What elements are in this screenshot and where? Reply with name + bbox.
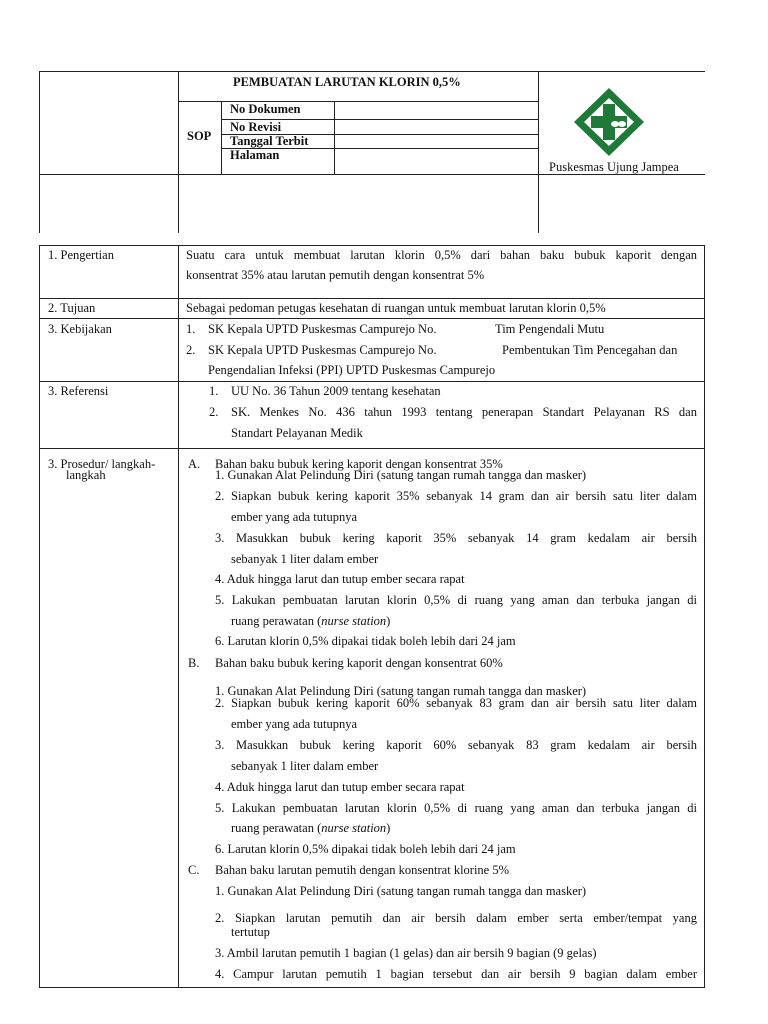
section-c-step-2: 2. Siapkan larutan pemutih dan air bersih dalam ember serta ember/tempat yang xyxy=(215,911,697,925)
label-prosedur-continued: langkah xyxy=(66,468,106,482)
section-b-step-2: 2. Siapkan bubuk kering kaporit 60% sebanyak 83 gram dan air bersih satu liter dalam xyxy=(215,696,697,710)
kebijakan-item2-continued: Pengendalian Infeksi (PPI) UPTD Puskesmas Campurejo xyxy=(208,363,496,377)
section-b-step-3: 3. Masukkan bubuk kering kaporit 60% sebanyak 83 gram kedalam air bersih xyxy=(215,738,697,752)
doc-field-no-revisi: No Revisi xyxy=(230,120,282,134)
section-b-title: Bahan baku bubuk kering kaporit dengan konsentrat 60% xyxy=(215,656,503,670)
section-a-step-1: 1. Gunakan Alat Pelindung Diri (satung tangan rumah tangga dan masker) xyxy=(215,468,587,482)
kebijakan-item1-text: SK Kepala UPTD Puskesmas Campurejo No. xyxy=(208,322,437,336)
puskesmas-logo-icon xyxy=(572,86,646,158)
section-a-step-2-continued: ember yang ada tutupnya xyxy=(231,510,357,524)
document-title: PEMBUATAN LARUTAN KLORIN 0,5% xyxy=(233,75,461,89)
label-tujuan: 2. Tujuan xyxy=(48,301,96,315)
section-c-step-3: 3. Ambil larutan pemutih 1 bagian (1 gelas) dan air bersih 9 bagian (9 gelas) xyxy=(215,946,597,960)
section-c-step-4: 4. Campur larutan pemutih 1 bagian tersebut dan air bersih 9 bagian dalam ember xyxy=(215,967,697,981)
pengertian-line-1: Suatu cara untuk membuat larutan klorin 0,5% dari bahan baku bubuk kaporit dengan xyxy=(186,248,697,262)
section-c-letter: C. xyxy=(188,863,200,877)
section-a-step-2: 2. Siapkan bubuk kering kaporit 35% sebanyak 14 gram dan air bersih satu liter dalam xyxy=(215,489,697,503)
section-a-step-5-continued: ruang perawatan (nurse station) xyxy=(231,614,391,628)
doc-field-halaman: Halaman xyxy=(230,148,280,162)
referensi-item1-number: 1. xyxy=(209,384,219,398)
label-kebijakan: 3. Kebijakan xyxy=(48,322,112,336)
section-a-step-4: 4. Aduk hingga larut dan tutup ember secara rapat xyxy=(215,572,465,586)
label-pengertian: 1. Pengertian xyxy=(48,248,114,262)
referensi-item1-text: UU No. 36 Tahun 2009 tentang kesehatan xyxy=(231,384,441,398)
section-b-step-6: 6. Larutan klorin 0,5% dipakai tidak boleh lebih dari 24 jam xyxy=(215,842,516,856)
label-referensi: 3. Referensi xyxy=(48,384,109,398)
section-c-title: Bahan baku larutan pemutih dengan konsentrat klorine 5% xyxy=(215,863,510,877)
section-a-step-6: 6. Larutan klorin 0,5% dipakai tidak boleh lebih dari 24 jam xyxy=(215,634,516,648)
referensi-item2-text: SK. Menkes No. 436 tahun 1993 tentang penerapan Standart Pelayanan RS dan xyxy=(231,405,697,419)
section-b-step-3-continued: sebanyak 1 liter dalam ember xyxy=(231,759,379,773)
section-b-step-5-continued: ruang perawatan (nurse station) xyxy=(231,821,391,835)
sop-label: SOP xyxy=(187,129,212,143)
section-b-step-2-continued: ember yang ada tutupnya xyxy=(231,717,357,731)
referensi-item2-continued: Standart Pelayanan Medik xyxy=(231,426,363,440)
organization-name: Puskesmas Ujung Jampea xyxy=(549,160,679,174)
section-c-step-2-continued: tertutup xyxy=(231,925,270,939)
section-b-step-5: 5. Lakukan pembuatan larutan klorin 0,5% di ruang yang aman dan terbuka jangan di xyxy=(215,801,697,815)
section-a-step-3-continued: sebanyak 1 liter dalam ember xyxy=(231,552,379,566)
doc-field-tanggal-terbit: Tanggal Terbit xyxy=(230,134,309,148)
doc-field-no-dokumen: No Dokumen xyxy=(230,102,301,116)
section-a-step-3: 3. Masukkan bubuk kering kaporit 35% sebanyak 14 gram kedalam air bersih xyxy=(215,531,697,545)
tujuan-text: Sebagai pedoman petugas kesehatan di ruangan untuk membuat larutan klorin 0,5% xyxy=(186,301,606,315)
pengertian-line-2: konsentrat 35% atau larutan pemutih dengan konsentrat 5% xyxy=(186,268,485,282)
kebijakan-item1-number: 1. xyxy=(186,322,196,336)
section-b-letter: B. xyxy=(188,656,200,670)
kebijakan-item2-text: SK Kepala UPTD Puskesmas Campurejo No. xyxy=(208,343,437,357)
section-a-step-5: 5. Lakukan pembuatan larutan klorin 0,5% di ruang yang aman dan terbuka jangan di xyxy=(215,593,697,607)
section-a-title: Bahan baku bubuk kering kaporit dengan konsentrat 35% xyxy=(215,457,503,471)
section-c-step-1: 1. Gunakan Alat Pelindung Diri (satung tangan rumah tangga dan masker) xyxy=(215,884,587,898)
label-prosedur: 3. Prosedur/ langkah- xyxy=(48,457,156,471)
kebijakan-item2-subject: Pembentukan Tim Pencegahan dan xyxy=(502,343,678,357)
section-b-step-1: 1. Gunakan Alat Pelindung Diri (satung tangan rumah tangga dan masker) xyxy=(215,684,587,698)
kebijakan-item1-subject: Tim Pengendali Mutu xyxy=(495,322,605,336)
section-a-letter: A. xyxy=(188,457,201,471)
section-b-step-4: 4. Aduk hingga larut dan tutup ember secara rapat xyxy=(215,780,465,794)
referensi-item2-number: 2. xyxy=(209,405,219,419)
kebijakan-item2-number: 2. xyxy=(186,343,196,357)
